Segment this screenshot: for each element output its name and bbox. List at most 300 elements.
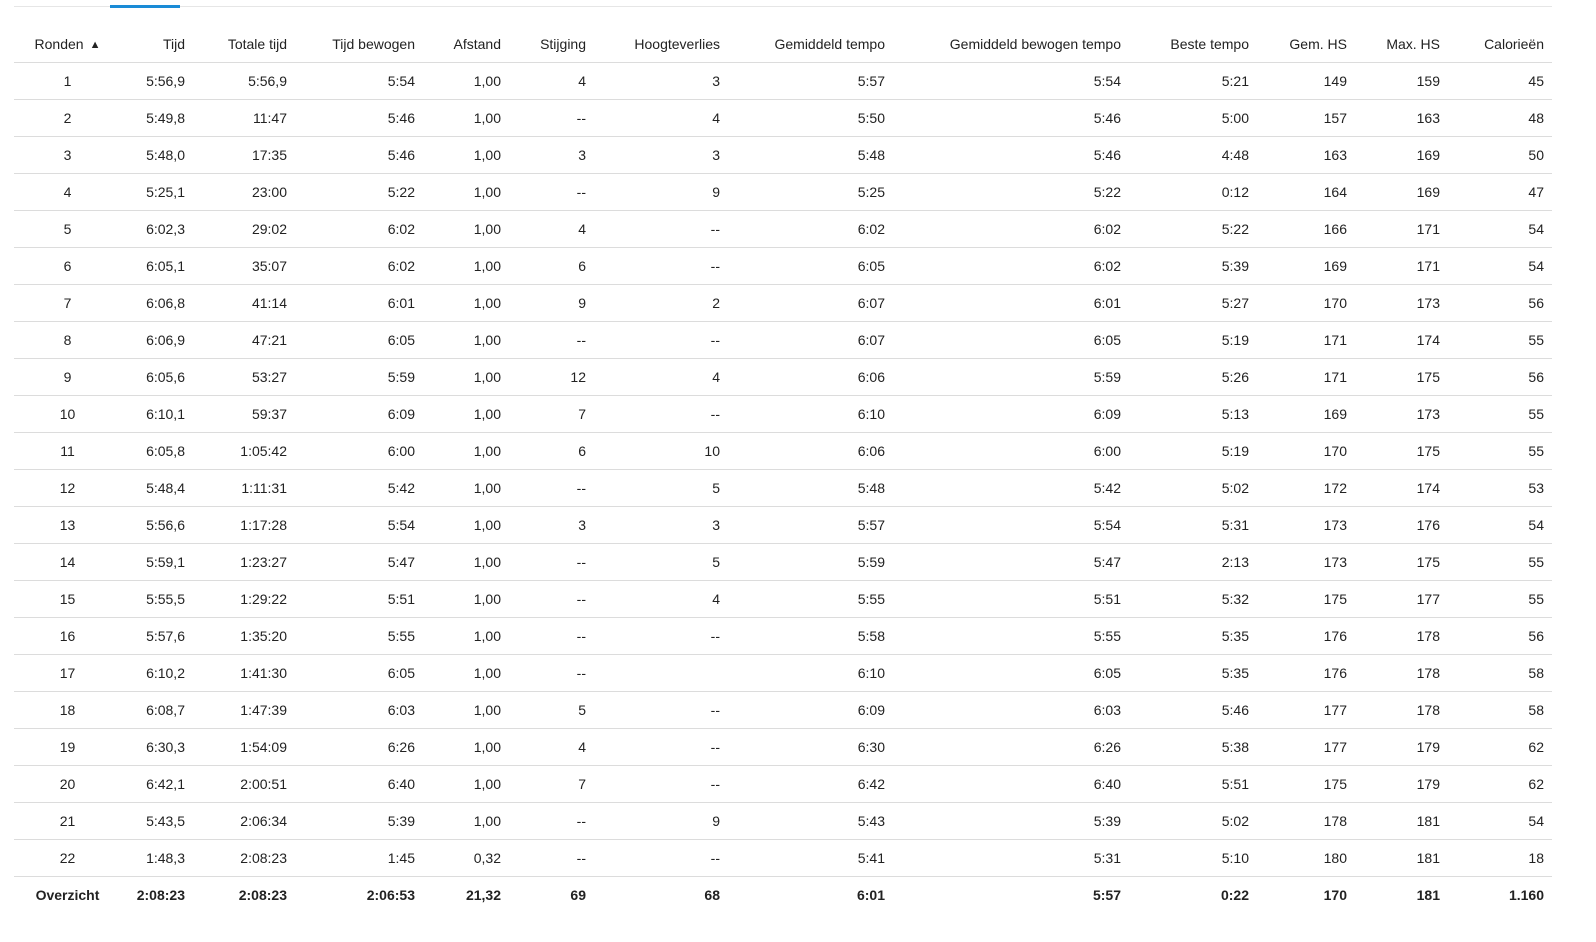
cell-lap-time: 5:57,6 — [121, 618, 193, 655]
table-row[interactable] — [14, 766, 1552, 803]
cell-total-time: 1:47:39 — [193, 692, 295, 729]
cell-total-time: 1:05:42 — [193, 433, 295, 470]
cell-moving-time: 5:46 — [295, 100, 423, 137]
summary-max-hr: 181 — [1416, 887, 1440, 903]
cell-elevation-loss: -- — [594, 211, 728, 248]
cell-best-pace: 5:31 — [1129, 507, 1257, 544]
table-row[interactable] — [14, 322, 1552, 359]
cell-max-hr: 173 — [1355, 285, 1448, 322]
cell-distance: 1,00 — [423, 470, 509, 507]
cell-total-time: 2:08:23 — [193, 840, 295, 877]
table-row[interactable] — [14, 100, 1552, 137]
cell-avg-moving-pace: 5:54 — [893, 507, 1129, 544]
cell-avg-hr: 175 — [1257, 581, 1355, 618]
cell-total-time: 1:11:31 — [193, 470, 295, 507]
cell-lap-number: 8 — [14, 322, 121, 359]
cell-max-hr: 178 — [1355, 618, 1448, 655]
cell-elevation-loss: 9 — [594, 803, 728, 840]
cell-avg-moving-pace: 6:26 — [893, 729, 1129, 766]
cell-calories: 56 — [1448, 618, 1552, 655]
cell-best-pace: 5:27 — [1129, 285, 1257, 322]
cell-avg-moving-pace: 5:59 — [893, 359, 1129, 396]
cell-elevation-loss: 5 — [594, 470, 728, 507]
cell-lap-time: 1:48,3 — [121, 840, 193, 877]
cell-lap-number: 10 — [14, 396, 121, 433]
cell-best-pace: 5:51 — [1129, 766, 1257, 803]
cell-total-time: 1:23:27 — [193, 544, 295, 581]
cell-lap-number: 16 — [14, 618, 121, 655]
cell-lap-number: 12 — [14, 470, 121, 507]
cell-avg-hr: 173 — [1257, 507, 1355, 544]
cell-lap-number: 13 — [14, 507, 121, 544]
cell-lap-time: 6:06,9 — [121, 322, 193, 359]
cell-avg-pace: 5:59 — [728, 544, 893, 581]
cell-calories: 55 — [1448, 544, 1552, 581]
cell-moving-time: 6:05 — [295, 655, 423, 692]
cell-elevation-gain: -- — [509, 322, 594, 359]
table-row[interactable] — [14, 137, 1552, 174]
cell-lap-time: 6:10,2 — [121, 655, 193, 692]
cell-avg-pace: 5:50 — [728, 100, 893, 137]
cell-elevation-gain: 4 — [509, 729, 594, 766]
cell-avg-hr: 177 — [1257, 692, 1355, 729]
column-header-gem-hs[interactable]: Gem. HS — [1257, 25, 1355, 63]
cell-avg-pace: 5:48 — [728, 137, 893, 174]
cell-avg-hr: 149 — [1257, 63, 1355, 100]
cell-elevation-gain: 6 — [509, 433, 594, 470]
cell-avg-moving-pace: 6:03 — [893, 692, 1129, 729]
cell-distance: 1,00 — [423, 692, 509, 729]
cell-distance: 1,00 — [423, 100, 509, 137]
cell-moving-time: 6:05 — [295, 322, 423, 359]
cell-lap-time: 6:05,8 — [121, 433, 193, 470]
column-header-tijd[interactable]: Tijd — [121, 25, 193, 63]
table-row[interactable] — [14, 840, 1552, 877]
active-tab-indicator — [110, 5, 180, 8]
cell-elevation-loss: -- — [594, 618, 728, 655]
table-row[interactable] — [14, 655, 1552, 692]
cell-moving-time: 5:46 — [295, 137, 423, 174]
cell-avg-moving-pace: 5:47 — [893, 544, 1129, 581]
table-row[interactable] — [14, 803, 1552, 840]
cell-avg-pace: 6:09 — [728, 692, 893, 729]
cell-avg-pace: 6:10 — [728, 655, 893, 692]
table-row[interactable] — [14, 63, 1552, 100]
table-row[interactable] — [14, 544, 1552, 581]
cell-moving-time: 5:59 — [295, 359, 423, 396]
cell-elevation-gain: 5 — [509, 692, 594, 729]
cell-max-hr: 174 — [1355, 470, 1448, 507]
cell-moving-time: 1:45 — [295, 840, 423, 877]
column-header-totale-tijd[interactable]: Totale tijd — [193, 25, 295, 63]
cell-distance: 1,00 — [423, 544, 509, 581]
cell-lap-time: 5:25,1 — [121, 174, 193, 211]
table-row[interactable] — [14, 618, 1552, 655]
cell-elevation-loss: -- — [594, 396, 728, 433]
cell-max-hr: 175 — [1355, 433, 1448, 470]
top-divider — [14, 6, 1552, 7]
cell-elevation-loss: -- — [594, 729, 728, 766]
cell-lap-number: 18 — [14, 692, 121, 729]
cell-lap-time: 5:48,0 — [121, 137, 193, 174]
cell-elevation-loss: -- — [594, 322, 728, 359]
cell-total-time: 17:35 — [193, 137, 295, 174]
cell-avg-moving-pace: 5:54 — [893, 63, 1129, 100]
cell-distance: 1,00 — [423, 655, 509, 692]
cell-total-time: 1:54:09 — [193, 729, 295, 766]
cell-best-pace: 5:10 — [1129, 840, 1257, 877]
cell-calories: 54 — [1448, 803, 1552, 840]
cell-elevation-loss: 5 — [594, 544, 728, 581]
cell-calories: 55 — [1448, 433, 1552, 470]
cell-total-time: 1:41:30 — [193, 655, 295, 692]
triangle-up-icon[interactable]: ▲ — [89, 38, 101, 51]
table-row[interactable] — [14, 248, 1552, 285]
table-row[interactable] — [14, 507, 1552, 544]
cell-total-time: 1:29:22 — [193, 581, 295, 618]
table-row[interactable] — [14, 396, 1552, 433]
cell-lap-time: 5:55,5 — [121, 581, 193, 618]
cell-elevation-gain: 3 — [509, 507, 594, 544]
cell-best-pace: 5:35 — [1129, 618, 1257, 655]
cell-calories: 58 — [1448, 692, 1552, 729]
cell-max-hr: 173 — [1355, 396, 1448, 433]
cell-distance: 0,32 — [423, 840, 509, 877]
cell-moving-time: 5:47 — [295, 544, 423, 581]
cell-elevation-gain: 7 — [509, 396, 594, 433]
summary-avg-moving-pace: 5:57 — [1092, 887, 1121, 903]
cell-max-hr: 169 — [1355, 174, 1448, 211]
cell-best-pace: 5:13 — [1129, 396, 1257, 433]
cell-avg-moving-pace: 6:02 — [893, 211, 1129, 248]
column-header-calorieen[interactable]: Calorieën — [1448, 25, 1552, 63]
cell-moving-time: 6:26 — [295, 729, 423, 766]
cell-total-time: 1:35:20 — [193, 618, 295, 655]
cell-max-hr: 177 — [1355, 581, 1448, 618]
cell-avg-pace: 6:06 — [728, 359, 893, 396]
cell-distance: 1,00 — [423, 285, 509, 322]
summary-elevation-gain: 69 — [570, 887, 586, 903]
cell-distance: 1,00 — [423, 248, 509, 285]
cell-lap-time: 5:59,1 — [121, 544, 193, 581]
cell-elevation-loss: 9 — [594, 174, 728, 211]
cell-avg-moving-pace: 6:05 — [893, 655, 1129, 692]
cell-avg-hr: 180 — [1257, 840, 1355, 877]
cell-avg-hr: 176 — [1257, 655, 1355, 692]
column-header-stijging[interactable]: Stijging — [509, 25, 594, 63]
cell-moving-time: 5:55 — [295, 618, 423, 655]
cell-calories: 54 — [1448, 248, 1552, 285]
cell-avg-pace: 5:55 — [728, 581, 893, 618]
cell-distance: 1,00 — [423, 174, 509, 211]
cell-avg-moving-pace: 5:55 — [893, 618, 1129, 655]
cell-avg-pace: 5:57 — [728, 507, 893, 544]
table-row[interactable] — [14, 359, 1552, 396]
cell-best-pace: 5:19 — [1129, 433, 1257, 470]
summary-distance: 21,32 — [465, 887, 501, 903]
table-row[interactable] — [14, 692, 1552, 729]
cell-best-pace: 5:32 — [1129, 581, 1257, 618]
cell-calories: 55 — [1448, 396, 1552, 433]
cell-avg-hr: 177 — [1257, 729, 1355, 766]
cell-best-pace: 0:12 — [1129, 174, 1257, 211]
header-row — [14, 25, 1552, 63]
column-header-ronden[interactable] — [14, 25, 121, 63]
cell-elevation-gain: -- — [509, 655, 594, 692]
cell-moving-time: 6:09 — [295, 396, 423, 433]
cell-avg-pace: 6:02 — [728, 211, 893, 248]
cell-elevation-gain: 12 — [509, 359, 594, 396]
cell-lap-time: 6:08,7 — [121, 692, 193, 729]
cell-best-pace: 5:46 — [1129, 692, 1257, 729]
cell-max-hr: 174 — [1355, 322, 1448, 359]
cell-avg-moving-pace: 5:31 — [893, 840, 1129, 877]
cell-lap-time: 5:56,9 — [121, 63, 193, 100]
cell-avg-moving-pace: 6:09 — [893, 396, 1129, 433]
cell-total-time: 1:17:28 — [193, 507, 295, 544]
cell-lap-number: 17 — [14, 655, 121, 692]
cell-elevation-gain: 9 — [509, 285, 594, 322]
cell-lap-number: 6 — [14, 248, 121, 285]
cell-elevation-loss: 3 — [594, 63, 728, 100]
table-row[interactable] — [14, 581, 1552, 618]
cell-calories: 62 — [1448, 729, 1552, 766]
cell-avg-pace: 6:07 — [728, 322, 893, 359]
cell-lap-time: 6:42,1 — [121, 766, 193, 803]
cell-moving-time: 5:42 — [295, 470, 423, 507]
table-row[interactable] — [14, 211, 1552, 248]
cell-total-time: 2:06:34 — [193, 803, 295, 840]
cell-calories: 54 — [1448, 507, 1552, 544]
cell-total-time: 35:07 — [193, 248, 295, 285]
cell-avg-pace: 6:06 — [728, 433, 893, 470]
cell-total-time: 53:27 — [193, 359, 295, 396]
cell-distance: 1,00 — [423, 211, 509, 248]
cell-elevation-loss: 3 — [594, 507, 728, 544]
column-header-tijd-bewogen[interactable]: Tijd bewogen — [295, 25, 423, 63]
cell-elevation-loss — [594, 655, 728, 692]
cell-total-time: 5:56,9 — [193, 63, 295, 100]
cell-avg-moving-pace: 6:00 — [893, 433, 1129, 470]
cell-calories: 56 — [1448, 359, 1552, 396]
cell-elevation-loss: -- — [594, 840, 728, 877]
cell-avg-moving-pace: 5:42 — [893, 470, 1129, 507]
cell-elevation-gain: -- — [509, 470, 594, 507]
cell-max-hr: 163 — [1355, 100, 1448, 137]
cell-lap-number: 20 — [14, 766, 121, 803]
cell-moving-time: 5:22 — [295, 174, 423, 211]
cell-elevation-gain: -- — [509, 544, 594, 581]
cell-elevation-gain: -- — [509, 618, 594, 655]
column-header-gemiddeld-bewogen-tempo[interactable]: Gemiddeld bewogen tempo — [893, 25, 1129, 63]
cell-distance: 1,00 — [423, 63, 509, 100]
cell-avg-pace: 5:25 — [728, 174, 893, 211]
cell-elevation-loss: 2 — [594, 285, 728, 322]
cell-avg-moving-pace: 5:46 — [893, 137, 1129, 174]
cell-elevation-loss: 4 — [594, 581, 728, 618]
cell-avg-hr: 173 — [1257, 544, 1355, 581]
cell-max-hr: 171 — [1355, 248, 1448, 285]
cell-distance: 1,00 — [423, 766, 509, 803]
summary-calories: 1.160 — [1508, 887, 1544, 903]
cell-lap-number: 1 — [14, 63, 121, 100]
cell-avg-pace: 5:57 — [728, 63, 893, 100]
cell-calories: 55 — [1448, 581, 1552, 618]
cell-max-hr: 175 — [1355, 544, 1448, 581]
cell-best-pace: 5:21 — [1129, 63, 1257, 100]
column-header-beste-tempo[interactable]: Beste tempo — [1129, 25, 1257, 63]
laps-table-body — [14, 63, 1552, 914]
cell-avg-pace: 6:10 — [728, 396, 893, 433]
table-row[interactable] — [14, 174, 1552, 211]
cell-lap-number: 7 — [14, 285, 121, 322]
cell-avg-pace: 6:05 — [728, 248, 893, 285]
laps-table — [14, 25, 1552, 913]
cell-avg-moving-pace: 5:46 — [893, 100, 1129, 137]
table-row[interactable] — [14, 285, 1552, 322]
cell-distance: 1,00 — [423, 618, 509, 655]
cell-lap-time: 5:49,8 — [121, 100, 193, 137]
cell-best-pace: 5:38 — [1129, 729, 1257, 766]
cell-moving-time: 5:39 — [295, 803, 423, 840]
cell-total-time: 11:47 — [193, 100, 295, 137]
column-header-afstand[interactable]: Afstand — [423, 25, 509, 63]
summary-moving-time: 2:06:53 — [366, 887, 415, 903]
cell-avg-hr: 157 — [1257, 100, 1355, 137]
cell-max-hr: 169 — [1355, 137, 1448, 174]
cell-calories: 56 — [1448, 285, 1552, 322]
cell-moving-time: 5:51 — [295, 581, 423, 618]
column-header-max-hs[interactable]: Max. HS — [1355, 25, 1448, 63]
cell-best-pace: 2:13 — [1129, 544, 1257, 581]
column-header-gemiddeld-tempo[interactable]: Gemiddeld tempo — [728, 25, 893, 63]
cell-avg-hr: 172 — [1257, 470, 1355, 507]
cell-elevation-gain: -- — [509, 840, 594, 877]
cell-avg-hr: 166 — [1257, 211, 1355, 248]
cell-calories: 45 — [1448, 63, 1552, 100]
column-header-label: Ronden — [34, 35, 84, 52]
summary-avg-pace: 6:01 — [856, 887, 885, 903]
cell-avg-hr: 163 — [1257, 137, 1355, 174]
cell-lap-number: 11 — [14, 433, 121, 470]
cell-moving-time: 6:02 — [295, 211, 423, 248]
cell-best-pace: 5:02 — [1129, 470, 1257, 507]
cell-avg-moving-pace: 6:40 — [893, 766, 1129, 803]
cell-moving-time: 5:54 — [295, 507, 423, 544]
cell-lap-number: 19 — [14, 729, 121, 766]
cell-calories: 55 — [1448, 322, 1552, 359]
cell-avg-moving-pace: 5:51 — [893, 581, 1129, 618]
cell-avg-hr: 169 — [1257, 248, 1355, 285]
cell-calories: 62 — [1448, 766, 1552, 803]
cell-max-hr: 159 — [1355, 63, 1448, 100]
cell-elevation-gain: -- — [509, 100, 594, 137]
cell-total-time: 47:21 — [193, 322, 295, 359]
cell-lap-time: 6:05,1 — [121, 248, 193, 285]
cell-avg-pace: 6:42 — [728, 766, 893, 803]
cell-avg-pace: 5:41 — [728, 840, 893, 877]
cell-avg-hr: 170 — [1257, 285, 1355, 322]
cell-avg-pace: 6:30 — [728, 729, 893, 766]
cell-total-time: 29:02 — [193, 211, 295, 248]
cell-distance: 1,00 — [423, 729, 509, 766]
cell-elevation-gain: 3 — [509, 137, 594, 174]
table-row[interactable] — [14, 729, 1552, 766]
cell-moving-time: 5:54 — [295, 63, 423, 100]
cell-distance: 1,00 — [423, 137, 509, 174]
cell-lap-number: 14 — [14, 544, 121, 581]
cell-avg-moving-pace: 5:39 — [893, 803, 1129, 840]
summary-avg-hr: 170 — [1323, 887, 1347, 903]
cell-elevation-gain: -- — [509, 581, 594, 618]
summary-label: Overzicht — [35, 887, 100, 903]
table-row[interactable] — [14, 433, 1552, 470]
cell-elevation-gain: -- — [509, 174, 594, 211]
cell-distance: 1,00 — [423, 433, 509, 470]
cell-avg-pace: 5:43 — [728, 803, 893, 840]
cell-elevation-loss: 4 — [594, 100, 728, 137]
cell-calories: 53 — [1448, 470, 1552, 507]
cell-lap-number: 5 — [14, 211, 121, 248]
summary-lap-time: 2:08:23 — [136, 887, 185, 903]
cell-elevation-gain: 4 — [509, 63, 594, 100]
cell-lap-time: 5:48,4 — [121, 470, 193, 507]
cell-moving-time: 6:00 — [295, 433, 423, 470]
cell-max-hr: 181 — [1355, 803, 1448, 840]
cell-moving-time: 6:03 — [295, 692, 423, 729]
cell-avg-hr: 176 — [1257, 618, 1355, 655]
cell-lap-number: 21 — [14, 803, 121, 840]
cell-distance: 1,00 — [423, 359, 509, 396]
cell-lap-time: 6:30,3 — [121, 729, 193, 766]
summary-elevation-loss: 68 — [704, 887, 720, 903]
table-row[interactable] — [14, 470, 1552, 507]
cell-calories: 18 — [1448, 840, 1552, 877]
cell-total-time: 41:14 — [193, 285, 295, 322]
cell-lap-time: 6:06,8 — [121, 285, 193, 322]
cell-max-hr: 171 — [1355, 211, 1448, 248]
cell-lap-time: 6:10,1 — [121, 396, 193, 433]
cell-elevation-loss: 4 — [594, 359, 728, 396]
cell-total-time: 2:00:51 — [193, 766, 295, 803]
cell-best-pace: 5:35 — [1129, 655, 1257, 692]
cell-lap-number: 2 — [14, 100, 121, 137]
cell-total-time: 59:37 — [193, 396, 295, 433]
cell-total-time: 23:00 — [193, 174, 295, 211]
cell-max-hr: 178 — [1355, 655, 1448, 692]
cell-best-pace: 5:26 — [1129, 359, 1257, 396]
cell-best-pace: 5:19 — [1129, 322, 1257, 359]
cell-lap-number: 4 — [14, 174, 121, 211]
cell-calories: 48 — [1448, 100, 1552, 137]
cell-elevation-loss: -- — [594, 692, 728, 729]
cell-lap-number: 15 — [14, 581, 121, 618]
cell-moving-time: 6:01 — [295, 285, 423, 322]
cell-avg-pace: 5:58 — [728, 618, 893, 655]
cell-distance: 1,00 — [423, 322, 509, 359]
cell-lap-number: 3 — [14, 137, 121, 174]
cell-elevation-loss: -- — [594, 248, 728, 285]
cell-max-hr: 176 — [1355, 507, 1448, 544]
cell-calories: 54 — [1448, 211, 1552, 248]
cell-lap-number: 9 — [14, 359, 121, 396]
summary-total-time: 2:08:23 — [238, 887, 287, 903]
cell-avg-hr: 169 — [1257, 396, 1355, 433]
cell-lap-time: 5:56,6 — [121, 507, 193, 544]
column-header-hoogteverlies[interactable]: Hoogteverlies — [594, 25, 728, 63]
cell-best-pace: 5:39 — [1129, 248, 1257, 285]
cell-best-pace: 4:48 — [1129, 137, 1257, 174]
